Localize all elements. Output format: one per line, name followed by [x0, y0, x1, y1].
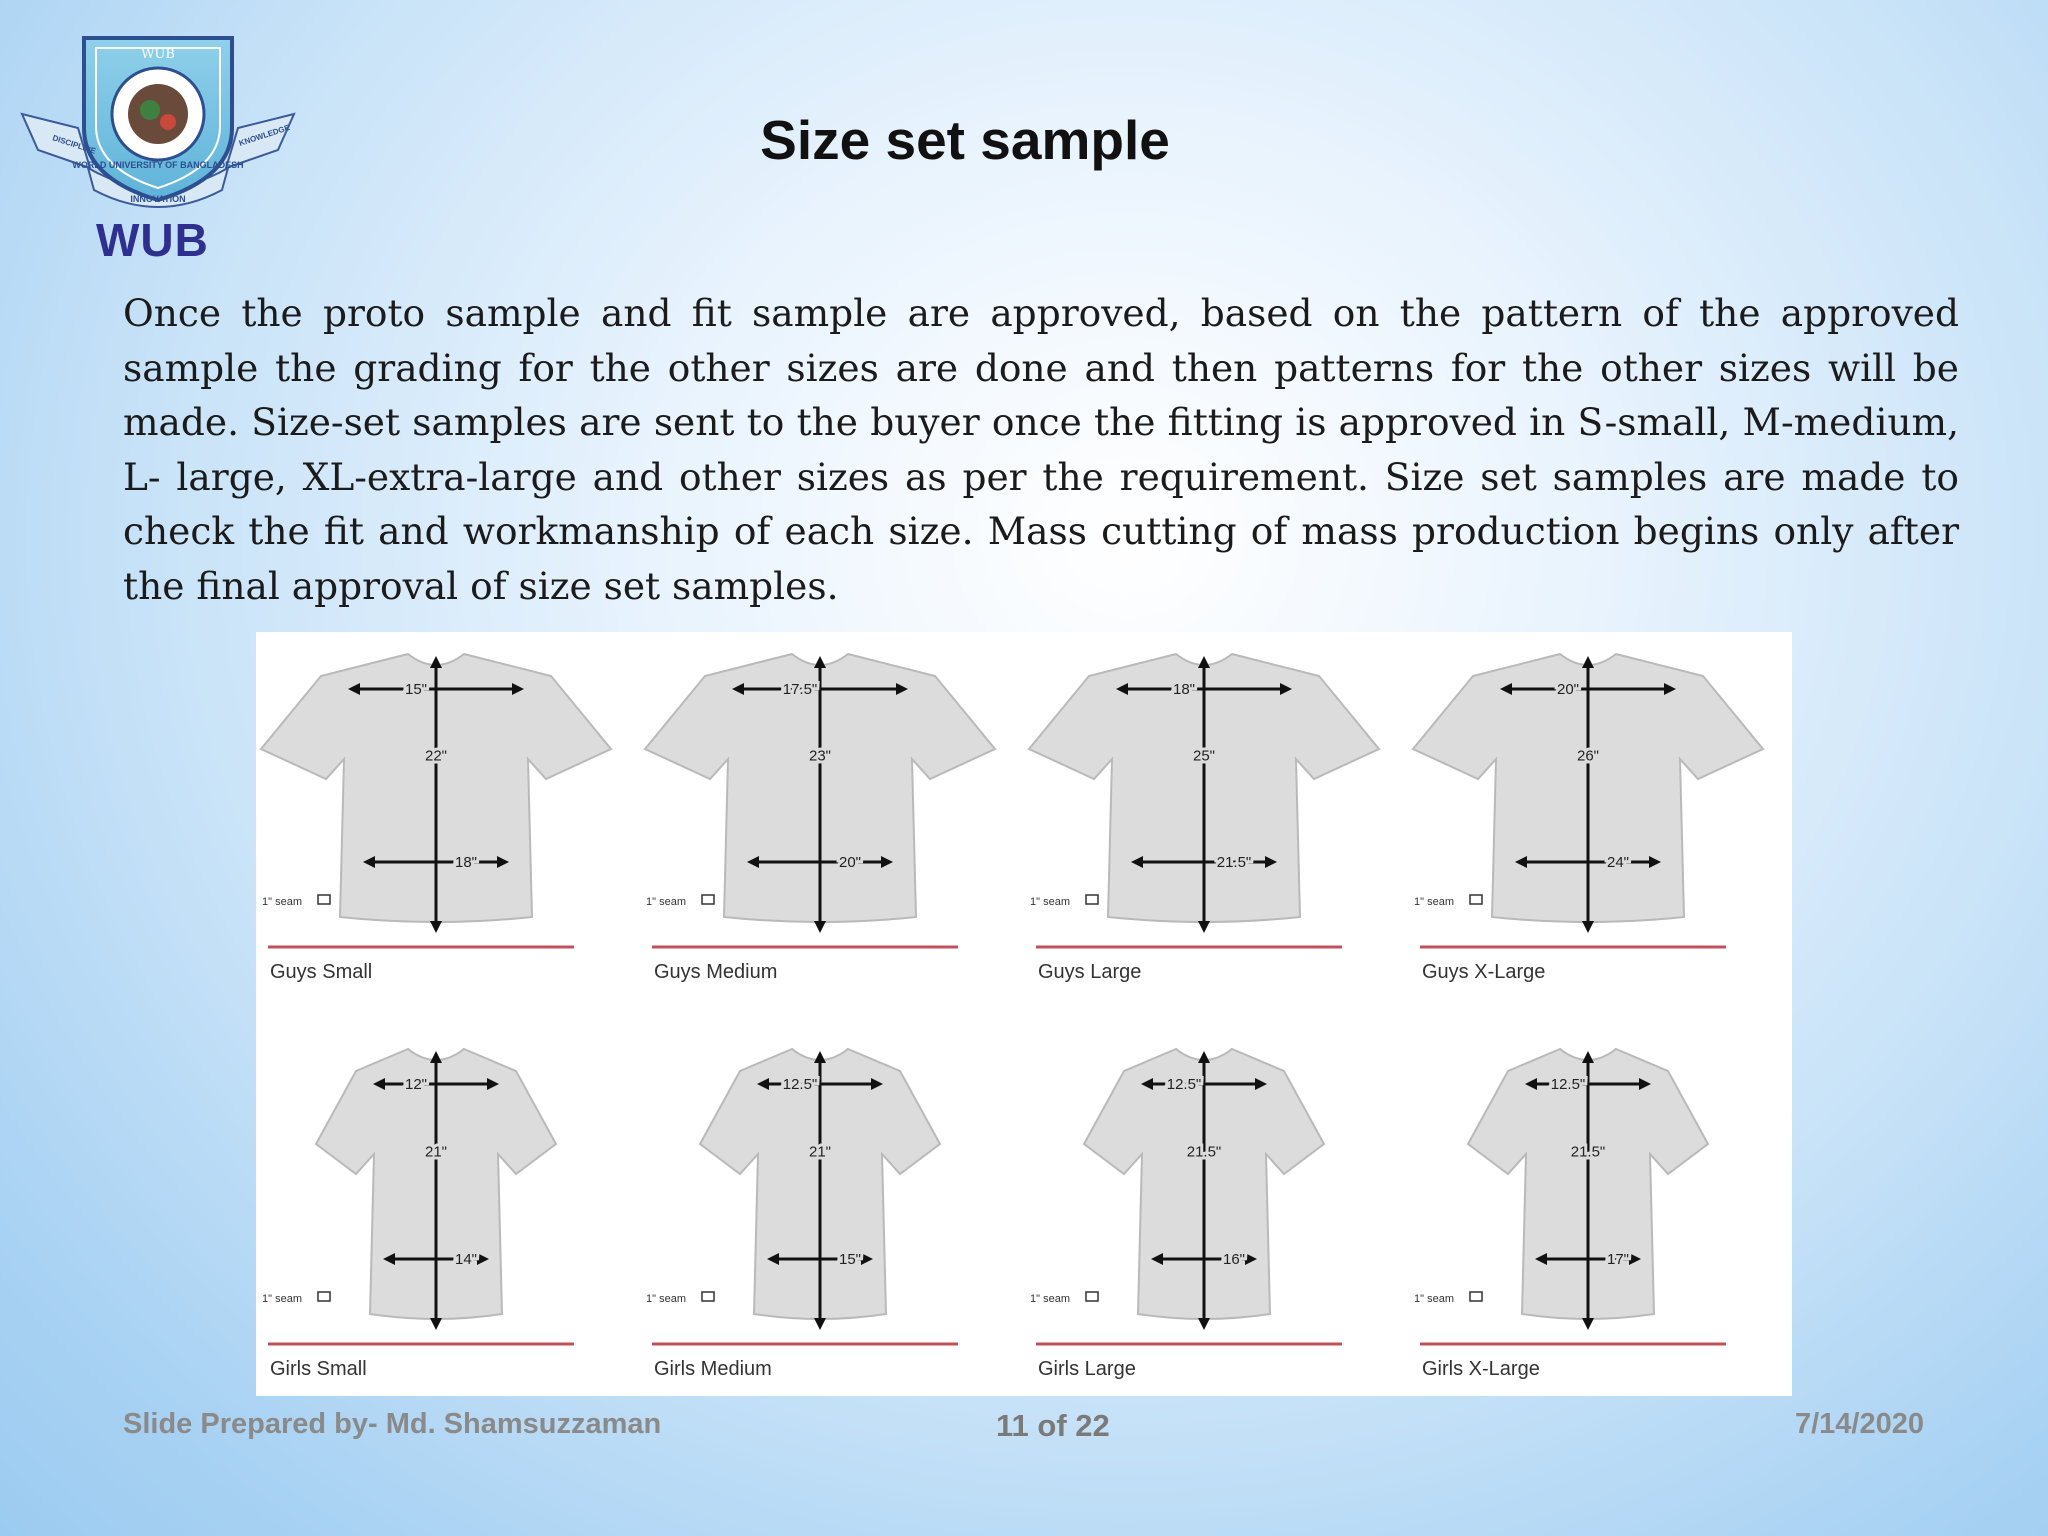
seam-marker-icon	[702, 1292, 714, 1301]
length-measure-value: 21.5"	[1570, 1143, 1606, 1161]
shirt-size-label: Guys X-Large	[1422, 961, 1546, 983]
shirt-diagram	[640, 1014, 1024, 1396]
tshirt-icon	[640, 632, 1024, 1014]
seam-label: 1" seam	[1030, 896, 1070, 908]
footer-author: Slide Prepared by- Md. Shamsuzzaman	[123, 1408, 662, 1440]
length-measure-value: 25"	[1192, 747, 1216, 765]
arrow-head-icon	[814, 921, 826, 933]
chest-measure-value: 12.5"	[1166, 1076, 1202, 1093]
footer-page-number: 11 of 22	[996, 1408, 1110, 1443]
seam-marker-icon	[318, 895, 330, 904]
chest-measure-value: 12.5"	[1550, 1076, 1586, 1093]
chest-measure-value: 20"	[1556, 681, 1580, 698]
waist-measure-value: 21.5"	[1216, 854, 1252, 871]
seam-label: 1" seam	[1030, 1293, 1070, 1305]
seam-label: 1" seam	[262, 1293, 302, 1305]
arrow-head-icon	[1582, 1051, 1594, 1063]
arrow-head-icon	[430, 1318, 442, 1330]
shirt-size-label: Girls Small	[270, 1358, 367, 1380]
arrow-head-icon	[1198, 656, 1210, 668]
seam-label: 1" seam	[1414, 1293, 1454, 1305]
chest-measure-value: 15"	[404, 681, 428, 698]
shirt-size-label: Girls Large	[1038, 1358, 1136, 1380]
waist-measure-value: 20"	[838, 854, 862, 871]
arrow-head-icon	[1198, 1051, 1210, 1063]
waist-measure-value: 17"	[1606, 1251, 1630, 1268]
ribbon-center-text: INNOVATION	[130, 194, 186, 204]
shirt-diagram	[256, 1014, 640, 1396]
length-measure-value: 21"	[424, 1143, 448, 1161]
length-measure-value: 22"	[424, 747, 448, 765]
seam-label: 1" seam	[262, 896, 302, 908]
size-chart-image	[256, 632, 1792, 1396]
arrow-head-icon	[1198, 1318, 1210, 1330]
arrow-head-icon	[1198, 921, 1210, 933]
body-paragraph: Once the proto sample and fit sample are approved, based on the pattern of the approved sample the grading for the other sizes are done and then patterns for the other sizes will be made. Size-set samples are sent to the buyer once the fitting is approved in S-small, M-medium, L- large, XL-extra-large and other sizes as per the requirement. Size set samples are made to check the fit and workmanship of each size. Mass cutting of mass production begins only after the final approval of size set samples.	[123, 291, 1959, 608]
chest-measure-value: 17.5"	[782, 681, 818, 698]
shirt-diagram	[1024, 1014, 1408, 1396]
length-measure-value: 23"	[808, 747, 832, 765]
shirt-size-label: Girls Medium	[654, 1358, 772, 1380]
length-measure-value: 21.5"	[1186, 1143, 1222, 1161]
shirt-diagram	[1408, 1014, 1792, 1396]
tshirt-icon	[1024, 632, 1408, 1014]
waist-measure-value: 16"	[1222, 1251, 1246, 1268]
arrow-head-icon	[1582, 656, 1594, 668]
tshirt-icon	[1408, 632, 1792, 1014]
waist-measure-value: 18"	[454, 854, 478, 871]
slide-title: Size set sample	[760, 109, 1170, 171]
chest-measure-value: 12.5"	[782, 1076, 818, 1093]
seam-marker-icon	[318, 1292, 330, 1301]
arrow-head-icon	[814, 656, 826, 668]
seam-label: 1" seam	[646, 1293, 686, 1305]
shirt-diagram	[256, 632, 640, 1014]
shirt-size-label: Guys Large	[1038, 961, 1142, 983]
shirt-diagram	[640, 632, 1024, 1014]
ribbon-right-text: KNOWLEDGE	[237, 122, 291, 148]
footer-date: 7/14/2020	[1794, 1408, 1924, 1440]
waist-measure-value: 15"	[838, 1251, 862, 1268]
arrow-head-icon	[1582, 921, 1594, 933]
seam-label: 1" seam	[1414, 896, 1454, 908]
shirt-diagram	[1024, 632, 1408, 1014]
length-measure-value: 26"	[1576, 747, 1600, 765]
shirt-size-label: Guys Small	[270, 961, 373, 983]
tshirt-icon	[1024, 1014, 1408, 1396]
length-measure-value: 21"	[808, 1143, 832, 1161]
arrow-head-icon	[814, 1318, 826, 1330]
tshirt-icon	[1408, 1014, 1792, 1396]
logo-abbrev: WUB	[96, 214, 209, 266]
arrow-head-icon	[430, 656, 442, 668]
waist-measure-value: 14"	[454, 1251, 478, 1268]
shirt-size-label: Guys Medium	[654, 961, 778, 983]
arrow-head-icon	[430, 921, 442, 933]
seam-label: 1" seam	[646, 896, 686, 908]
tshirt-icon	[256, 632, 640, 1014]
arrow-head-icon	[1582, 1318, 1594, 1330]
seam-marker-icon	[1470, 895, 1482, 904]
tshirt-icon	[256, 1014, 640, 1396]
shirt-size-label: Girls X-Large	[1422, 1358, 1540, 1380]
waist-measure-value: 24"	[1606, 854, 1630, 871]
chest-measure-value: 12"	[404, 1076, 428, 1093]
ribbon-left-text: DISCIPLINE	[51, 133, 97, 156]
shirt-diagram	[1408, 632, 1792, 1014]
crest-arc-text: WORLD UNIVERSITY OF BANGLADESH	[72, 160, 244, 170]
crest-text: WUB	[141, 47, 175, 62]
seam-marker-icon	[1470, 1292, 1482, 1301]
arrow-head-icon	[814, 1051, 826, 1063]
tshirt-icon	[640, 1014, 1024, 1396]
chest-measure-value: 18"	[1172, 681, 1196, 698]
seam-marker-icon	[1086, 895, 1098, 904]
seam-marker-icon	[1086, 1292, 1098, 1301]
arrow-head-icon	[430, 1051, 442, 1063]
seam-marker-icon	[702, 895, 714, 904]
